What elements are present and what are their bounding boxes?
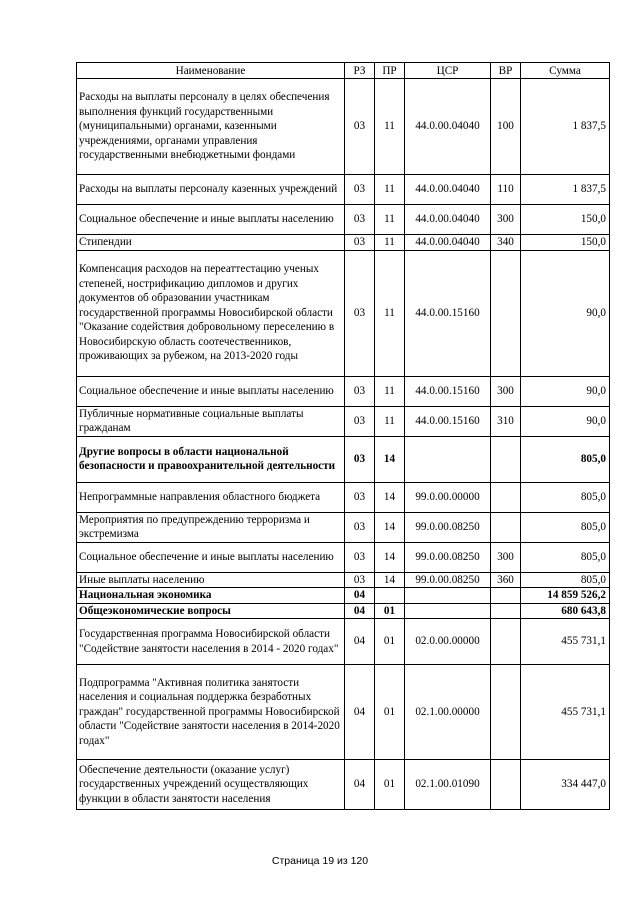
cell-rz: 04: [345, 665, 375, 760]
cell-name: Государственная программа Новосибирской области "Содействие занятости населения в 2014 - 2020 годах": [77, 619, 345, 665]
cell-csr: [405, 436, 491, 482]
cell-rz: 03: [345, 175, 375, 205]
header-rz: РЗ: [345, 63, 375, 79]
cell-name: Непрограммные направления областного бюджета: [77, 482, 345, 512]
cell-pr: 14: [375, 572, 405, 588]
cell-vr: 310: [491, 406, 521, 436]
cell-vr: 340: [491, 235, 521, 251]
cell-sum: 90,0: [521, 250, 610, 376]
cell-pr: 11: [375, 79, 405, 175]
table-row: [77, 619, 610, 665]
cell-vr: [491, 482, 521, 512]
cell-csr: 99.0.00.00000: [405, 482, 491, 512]
cell-name: Иные выплаты населению: [77, 572, 345, 588]
cell-name: Общеэкономические вопросы: [77, 603, 345, 619]
cell-csr: [405, 603, 491, 619]
cell-csr: 44.0.00.15160: [405, 376, 491, 406]
cell-vr: [491, 250, 521, 376]
table-row: [77, 482, 610, 512]
cell-sum: 805,0: [521, 512, 610, 542]
cell-rz: 03: [345, 572, 375, 588]
cell-rz: 03: [345, 235, 375, 251]
cell-vr: 300: [491, 542, 521, 572]
cell-name: Национальная экономика: [77, 588, 345, 604]
cell-csr: 44.0.00.04040: [405, 205, 491, 235]
cell-pr: 11: [375, 205, 405, 235]
table-row: [77, 79, 610, 175]
cell-sum: 805,0: [521, 572, 610, 588]
cell-pr: 11: [375, 406, 405, 436]
cell-name: Социальное обеспечение и иные выплаты населению: [77, 376, 345, 406]
table-row: [77, 376, 610, 406]
cell-pr: 01: [375, 760, 405, 810]
cell-sum: 90,0: [521, 406, 610, 436]
cell-csr: 44.0.00.04040: [405, 79, 491, 175]
cell-pr: 14: [375, 482, 405, 512]
cell-rz: 03: [345, 79, 375, 175]
cell-sum: 805,0: [521, 482, 610, 512]
table-row: [77, 512, 610, 542]
cell-csr: 44.0.00.15160: [405, 250, 491, 376]
cell-pr: 14: [375, 542, 405, 572]
table-row: [77, 542, 610, 572]
cell-csr: 99.0.00.08250: [405, 512, 491, 542]
cell-vr: [491, 665, 521, 760]
cell-vr: 110: [491, 175, 521, 205]
table-header-row: [77, 63, 610, 79]
cell-vr: [491, 619, 521, 665]
cell-rz: 03: [345, 376, 375, 406]
cell-csr: [405, 588, 491, 604]
page-number: Страница 19 из 120: [271, 855, 369, 867]
cell-rz: 03: [345, 250, 375, 376]
cell-sum: 1 837,5: [521, 175, 610, 205]
cell-name: Публичные нормативные социальные выплаты гражданам: [77, 406, 345, 436]
cell-sum: 455 731,1: [521, 619, 610, 665]
header-name: Наименование: [77, 63, 345, 79]
cell-rz: 04: [345, 588, 375, 604]
cell-sum: 455 731,1: [521, 665, 610, 760]
cell-pr: 14: [375, 512, 405, 542]
cell-vr: 100: [491, 79, 521, 175]
table-row: [77, 760, 610, 810]
cell-name: Расходы на выплаты персоналу казенных учреждений: [77, 175, 345, 205]
cell-rz: 04: [345, 760, 375, 810]
cell-vr: 300: [491, 205, 521, 235]
header-pr: ПР: [375, 63, 405, 79]
header-sum: Сумма: [521, 63, 610, 79]
cell-rz: 04: [345, 603, 375, 619]
cell-vr: [491, 588, 521, 604]
cell-name: Подпрограмма "Активная политика занятости населения и социальная поддержка безработных граждан" государственной программы Новосибирской области "Содействие занятости населения в 2014-2020 годах": [77, 665, 345, 760]
table-row: [77, 436, 610, 482]
cell-vr: 360: [491, 572, 521, 588]
cell-name: Стипендии: [77, 235, 345, 251]
cell-sum: 150,0: [521, 235, 610, 251]
cell-pr: 01: [375, 603, 405, 619]
cell-vr: [491, 603, 521, 619]
cell-pr: 11: [375, 376, 405, 406]
cell-vr: [491, 760, 521, 810]
table-row: [77, 175, 610, 205]
cell-csr: 99.0.00.08250: [405, 572, 491, 588]
cell-sum: 680 643,8: [521, 603, 610, 619]
cell-pr: 01: [375, 665, 405, 760]
cell-pr: 11: [375, 235, 405, 251]
table-row: [77, 205, 610, 235]
cell-rz: 03: [345, 406, 375, 436]
cell-name: Компенсация расходов на переаттестацию ученых степеней, нострификацию дипломов и других документов об образовании участникам государственной программы Новосибирской области "Оказание содействия добровольному переселению в Новосибирскую область соотечественников, проживающих за рубежом, на 2013-2020 годы: [77, 250, 345, 376]
cell-name: Другие вопросы в области национальной безопасности и правоохранительной деятельности: [77, 436, 345, 482]
cell-sum: 150,0: [521, 205, 610, 235]
cell-pr: 01: [375, 619, 405, 665]
cell-sum: 334 447,0: [521, 760, 610, 810]
cell-sum: 805,0: [521, 436, 610, 482]
cell-rz: 04: [345, 619, 375, 665]
table-row: [77, 406, 610, 436]
cell-sum: 1 837,5: [521, 79, 610, 175]
cell-pr: 14: [375, 436, 405, 482]
cell-name: Мероприятия по предупреждению терроризма и экстремизма: [77, 512, 345, 542]
cell-csr: 02.0.00.00000: [405, 619, 491, 665]
cell-csr: 02.1.00.00000: [405, 665, 491, 760]
header-csr: ЦСР: [405, 63, 491, 79]
cell-vr: [491, 436, 521, 482]
cell-csr: 99.0.00.08250: [405, 542, 491, 572]
cell-name: Социальное обеспечение и иные выплаты населению: [77, 542, 345, 572]
table-row: [77, 235, 610, 251]
table-body: [77, 79, 610, 810]
cell-rz: 03: [345, 436, 375, 482]
cell-name: Социальное обеспечение и иные выплаты населению: [77, 205, 345, 235]
table-row: [77, 603, 610, 619]
table-row: [77, 572, 610, 588]
cell-vr: 300: [491, 376, 521, 406]
cell-rz: 03: [345, 542, 375, 572]
cell-rz: 03: [345, 512, 375, 542]
table-row: [77, 588, 610, 604]
header-vr: ВР: [491, 63, 521, 79]
cell-pr: 11: [375, 250, 405, 376]
cell-sum: 14 859 526,2: [521, 588, 610, 604]
cell-csr: 02.1.00.01090: [405, 760, 491, 810]
cell-vr: [491, 512, 521, 542]
table-row: [77, 250, 610, 376]
cell-pr: [375, 588, 405, 604]
cell-name: Обеспечение деятельности (оказание услуг) государственных учреждений осуществляющих функции в области занятости населения: [77, 760, 345, 810]
cell-sum: 805,0: [521, 542, 610, 572]
table-row: [77, 665, 610, 760]
cell-csr: 44.0.00.15160: [405, 406, 491, 436]
cell-csr: 44.0.00.04040: [405, 175, 491, 205]
cell-pr: 11: [375, 175, 405, 205]
cell-rz: 03: [345, 482, 375, 512]
cell-sum: 90,0: [521, 376, 610, 406]
cell-csr: 44.0.00.04040: [405, 235, 491, 251]
cell-name: Расходы на выплаты персоналу в целях обеспечения выполнения функций государственными (муниципальными) органами, казенными учреждениями, органами управления государственными внебюджетными фондами: [77, 79, 345, 175]
cell-rz: 03: [345, 205, 375, 235]
budget-table: [76, 62, 610, 810]
